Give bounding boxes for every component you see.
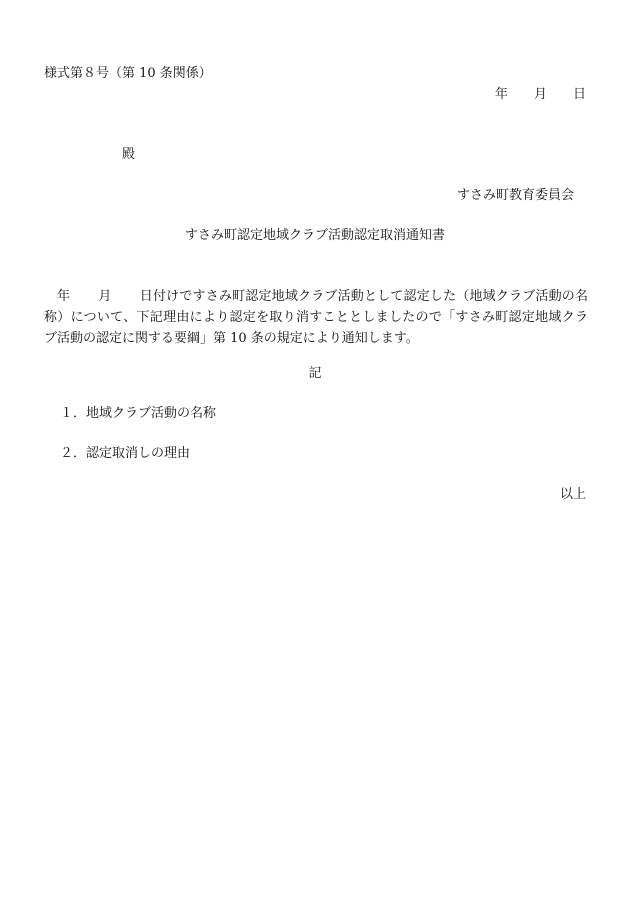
list-item-label: 認定取消しの理由 [86, 446, 191, 461]
body-month-label: 月 [98, 289, 112, 304]
list-item-number: １． [60, 406, 87, 421]
closing-mark: 以上 [559, 487, 586, 502]
document-title: すさみ町認定地域クラブ活動認定取消通知書 [184, 228, 445, 243]
date-day-label: 日 [572, 87, 586, 102]
date-line [495, 87, 586, 103]
list-item [60, 446, 190, 462]
issuer-name: すさみ町教育委員会 [456, 188, 574, 203]
body-paragraph [44, 286, 588, 349]
list-item-label: 地域クラブ活動の名称 [86, 406, 217, 421]
list-item-number: ２． [60, 446, 87, 461]
date-month-label: 月 [533, 87, 547, 102]
date-year-label: 年 [494, 87, 508, 102]
body-text: 日付けですさみ町認定地域クラブ活動として認定した（地域クラブ活動の名称）について、下記理由により認定を取り消すこととしましたので「すさみ町認定地域クラブ活動の認定に関する要綱」第 10 条の規定により通知します。 [44, 289, 588, 346]
ki-heading: 記 [308, 366, 322, 381]
addressee-suffix: 殿 [122, 147, 136, 162]
form-number: 様式第８号（第 10 条関係） [44, 66, 212, 81]
body-year-label: 年 [57, 289, 71, 304]
list-item [60, 406, 216, 422]
